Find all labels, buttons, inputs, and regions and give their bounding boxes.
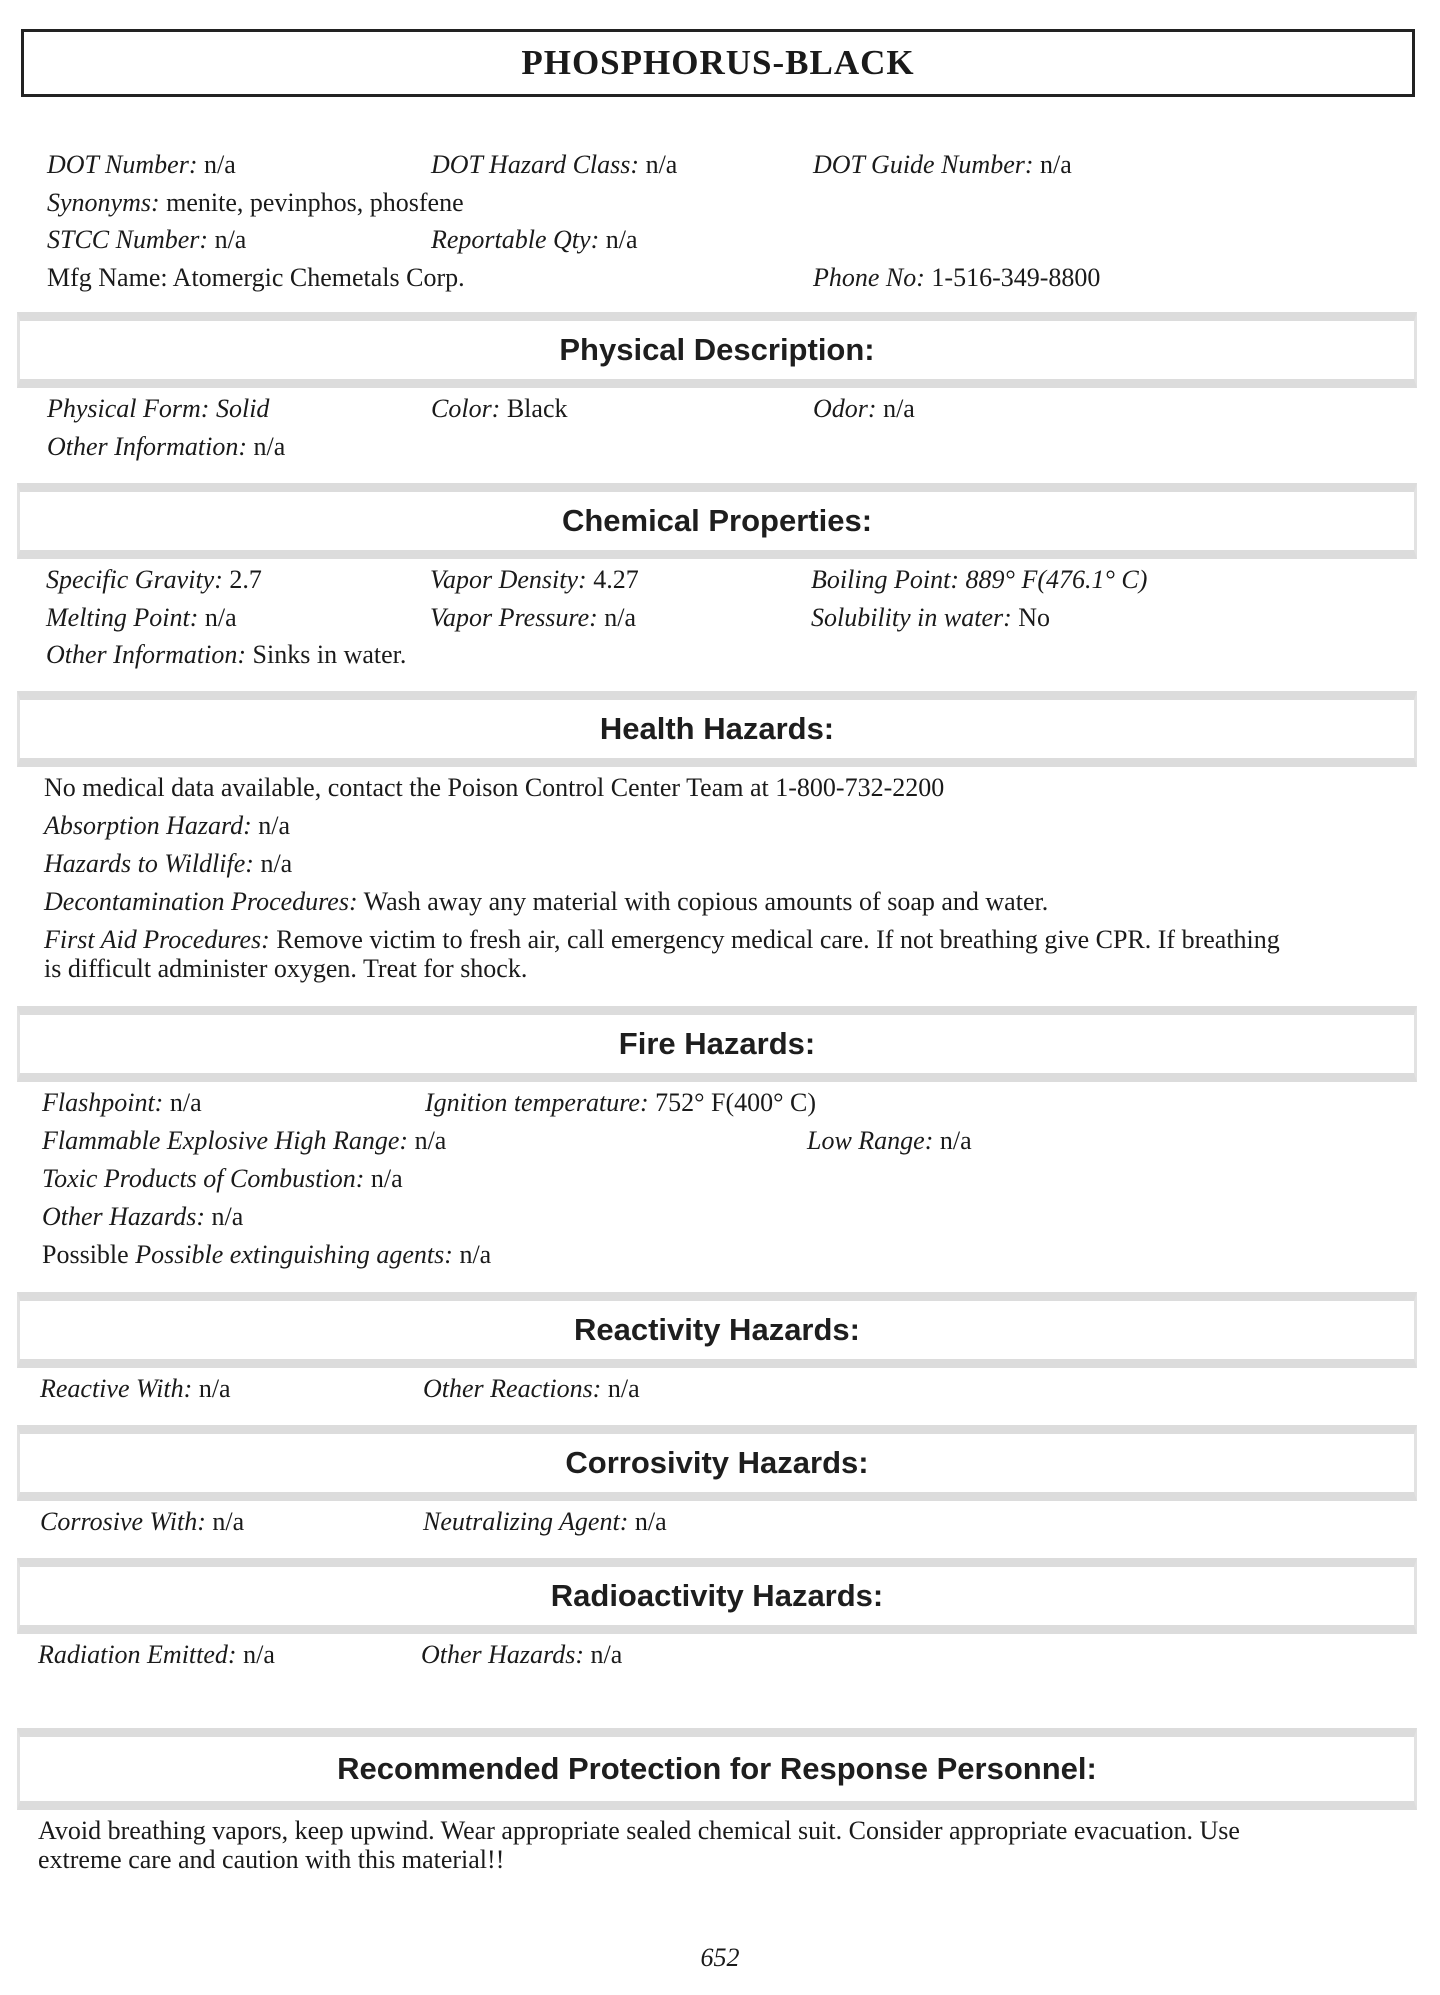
dot-guide-number: DOT Guide Number: n/a — [813, 150, 1072, 179]
chemical-row-2 — [46, 603, 1396, 633]
other-reactions: Other Reactions: n/a — [423, 1374, 640, 1403]
radioactivity-other-hazards: Other Hazards: n/a — [421, 1640, 623, 1669]
protection-header: Recommended Protection for Response Personnel: — [17, 1728, 1417, 1810]
specific-gravity: Specific Gravity: 2.7 — [46, 565, 262, 594]
identity-row-4 — [47, 263, 1397, 293]
radioactivity-row — [38, 1640, 1388, 1670]
decontamination-procedures: Decontamination Procedures: Wash away any material with copious amounts of soap and water. — [44, 887, 1049, 916]
radioactivity-hazards-header: Radioactivity Hazards: — [17, 1558, 1417, 1634]
extinguishing-agents: Possible Possible extinguishing agents: n/a — [42, 1240, 492, 1269]
flashpoint: Flashpoint: n/a — [42, 1088, 202, 1117]
ignition-temperature: Ignition temperature: 752° F(400° C) — [425, 1088, 817, 1117]
boiling-point: Boiling Point: 889° F(476.1° C) — [811, 565, 1148, 594]
fire-row-2 — [42, 1126, 1392, 1156]
solubility-in-water: Solubility in water: No — [811, 603, 1051, 632]
chemical-other-info: Other Information: Sinks in water. — [46, 640, 407, 669]
synonyms: Synonyms: menite, pevinphos, phosfene — [47, 188, 464, 217]
dot-number: DOT Number: n/a — [47, 150, 236, 179]
melting-point: Melting Point: n/a — [46, 603, 237, 632]
page-number: 652 — [700, 1943, 740, 1972]
reactive-with: Reactive With: n/a — [40, 1374, 231, 1403]
toxic-products-of-combustion: Toxic Products of Combustion: n/a — [42, 1164, 403, 1193]
chemical-properties-header: Chemical Properties: — [17, 483, 1417, 559]
radiation-emitted: Radiation Emitted: n/a — [38, 1640, 275, 1669]
corrosivity-row — [40, 1507, 1390, 1537]
vapor-pressure: Vapor Pressure: n/a — [430, 603, 637, 632]
physical-description-header: Physical Description: — [17, 312, 1417, 388]
reactivity-hazards-header: Reactivity Hazards: — [17, 1292, 1417, 1368]
vapor-density: Vapor Density: 4.27 — [430, 565, 639, 594]
mfg-name: Mfg Name: Atomergic Chemetals Corp. — [47, 263, 465, 292]
health-note: No medical data available, contact the Poison Control Center Team at 1-800-732-2200 — [44, 773, 945, 802]
absorption-hazard: Absorption Hazard: n/a — [44, 811, 291, 840]
neutralizing-agent: Neutralizing Agent: n/a — [423, 1507, 667, 1536]
corrosive-with: Corrosive With: n/a — [40, 1507, 245, 1536]
reportable-qty: Reportable Qty: n/a — [431, 225, 638, 254]
low-range: Low Range: n/a — [807, 1126, 972, 1155]
reactivity-row — [40, 1374, 1390, 1404]
physical-row-1 — [47, 394, 1397, 424]
dot-hazard-class: DOT Hazard Class: n/a — [431, 150, 678, 179]
first-aid-procedures: First Aid Procedures: Remove victim to fresh air, call emergency medical care. If not breathing give CPR. If breathing is difficult administer oxygen. Treat for shock. — [44, 925, 1280, 983]
phone-no: Phone No: 1-516-349-8800 — [813, 263, 1101, 292]
document-title: PHOSPHORUS-BLACK — [521, 43, 915, 82]
corrosivity-hazards-header: Corrosivity Hazards: — [17, 1425, 1417, 1501]
chemical-row-1 — [46, 565, 1396, 595]
physical-form: Physical Form: Solid — [47, 394, 270, 423]
fire-other-hazards: Other Hazards: n/a — [42, 1202, 244, 1231]
protection-text: Avoid breathing vapors, keep upwind. Wear appropriate sealed chemical suit. Consider appropriate evacuation. Use extreme care and caution with this material!! — [38, 1816, 1240, 1874]
odor: Odor: n/a — [813, 394, 915, 423]
fire-row-1 — [42, 1088, 1392, 1118]
physical-other-info: Other Information: n/a — [47, 432, 286, 461]
fire-hazards-header: Fire Hazards: — [17, 1006, 1417, 1082]
health-hazards-header: Health Hazards: — [17, 691, 1417, 767]
identity-row-1 — [47, 150, 1397, 180]
stcc-number: STCC Number: n/a — [47, 225, 247, 254]
title-box — [21, 29, 1415, 97]
identity-row-3 — [47, 225, 1397, 255]
hazards-to-wildlife: Hazards to Wildlife: n/a — [44, 849, 293, 878]
flammable-high-range: Flammable Explosive High Range: n/a — [42, 1126, 447, 1155]
color: Color: Black — [431, 394, 568, 423]
